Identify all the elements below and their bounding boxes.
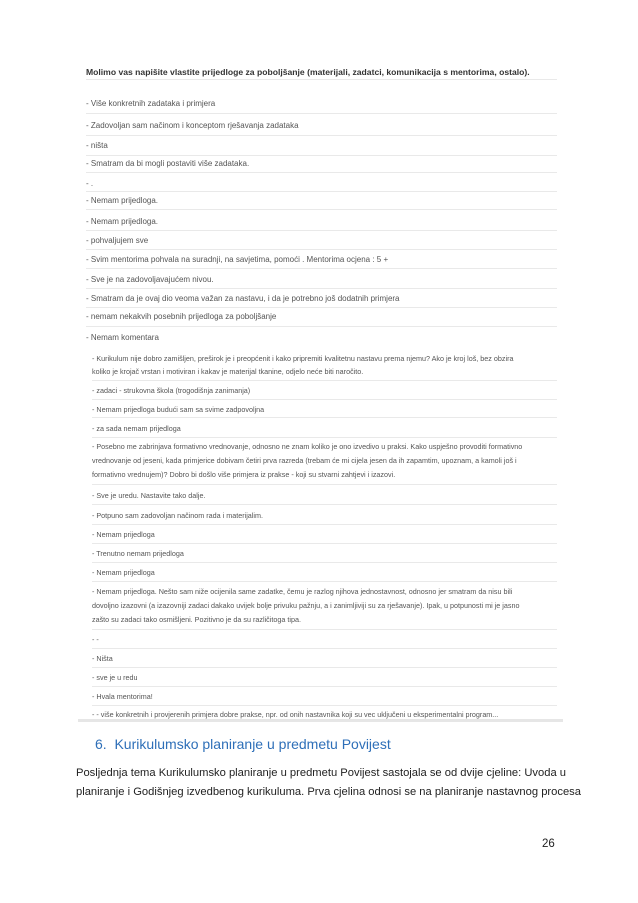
divider bbox=[92, 581, 557, 582]
divider bbox=[92, 686, 557, 687]
survey-answers-panel bbox=[82, 349, 563, 717]
section-number: 6. bbox=[95, 736, 107, 752]
divider bbox=[92, 524, 557, 525]
divider bbox=[86, 288, 557, 289]
page-number: 26 bbox=[542, 838, 555, 850]
answer-item: - Nemam prijedloga budući sam sa svime zadpovoljna bbox=[92, 405, 265, 414]
divider bbox=[86, 172, 557, 173]
divider bbox=[86, 191, 557, 192]
answer-item: formativno vrednujem)? Dobro bi došlo više primjera iz prakse - koji su stvarni zahtjevi i izazovi. bbox=[92, 470, 396, 479]
answer-item: - - više konkretnih i provjerenih primjera dobre prakse, npr. od onih nastavnika koji su vec uključeni u eksperimentalni program... bbox=[92, 710, 499, 719]
answer-item: - Potpuno sam zadovoljan načinom rada i materijalim. bbox=[92, 511, 263, 520]
answer-item: - Sve je uredu. Nastavite tako dalje. bbox=[92, 491, 206, 500]
answer-item: - zadaci - strukovna škola (trogodišnja zanimanja) bbox=[92, 386, 251, 395]
answer-item: - sve je u redu bbox=[92, 673, 138, 682]
divider bbox=[92, 399, 557, 400]
divider bbox=[92, 380, 557, 381]
answer-item: - Hvala mentorima! bbox=[92, 692, 153, 701]
answer-item: - Nemam komentara bbox=[86, 333, 159, 342]
divider bbox=[92, 705, 557, 706]
divider bbox=[92, 437, 557, 438]
divider bbox=[86, 135, 557, 136]
answer-item: - Nemam prijedloga bbox=[92, 568, 155, 577]
answer-item: zašto su zadaci tako osmišljeni. Pozitivno je da su različitoga tipa. bbox=[92, 615, 301, 624]
divider bbox=[86, 79, 557, 80]
answer-item: - Ništa bbox=[92, 654, 113, 663]
answer-item: vrednovanje od jeseni, kada primjerice dobivam četiri prva razreda (trebam će mi cijela jesen da ih zapamtim, upoznam, a kamoli još i bbox=[92, 456, 517, 465]
divider bbox=[92, 562, 557, 563]
divider bbox=[92, 629, 557, 630]
divider bbox=[92, 667, 557, 668]
answer-item: koliko je krojač vrstan i motiviran i kakav je materijal tkanine, odjelo neće biti naročito. bbox=[92, 367, 364, 376]
divider bbox=[86, 307, 557, 308]
answer-item: - Nemam prijedloga. Nešto sam niže ocijenila same zadatke, čemu je razlog njihova jednostavnost, odnosno jer smatram da nisu bili bbox=[92, 587, 513, 596]
answer-item: - pohvaljujem sve bbox=[86, 236, 149, 245]
answer-item: - Zadovoljan sam načinom i konceptom rješavanja zadataka bbox=[86, 121, 299, 130]
answer-item: - Posebno me zabrinjava formativno vrednovanje, odnosno ne znam koliko je ono izvedivo u praksi. Kako uspješno provoditi formativno bbox=[92, 442, 523, 451]
answer-item: - Kurikulum nije dobro zamišljen, preširok je i preopćenit i kako pripremiti kvalitetnu nastavu prema njemu? Ako je kroj loš, bez obzira bbox=[92, 354, 514, 363]
divider bbox=[92, 648, 557, 649]
section-title: Kurikulumsko planiranje u predmetu Povijest bbox=[114, 736, 391, 752]
divider bbox=[92, 504, 557, 505]
survey-question: Molimo vas napišite vlastite prijedloge za poboljšanje (materijali, zadatci, komunikacija s mentorima, ostalo). bbox=[86, 67, 530, 77]
answer-item: - Nemam prijedloga. bbox=[86, 196, 159, 205]
answer-item: - Trenutno nemam prijedloga bbox=[92, 549, 184, 558]
answer-item: - Smatram da bi mogli postaviti više zadataka. bbox=[86, 159, 250, 168]
answer-item: - Svim mentorima pohvala na suradnji, na savjetima, pomoći . Mentorima ocjena : 5 + bbox=[86, 255, 389, 264]
answer-item: - Sve je na zadovoljavajućem nivou. bbox=[86, 275, 214, 284]
divider bbox=[86, 249, 557, 250]
answer-item: dovoljno izazovni (a izazovniji zadaci dakako uvijek bolje privuku pažnju, a i zanimljiviji su za rješavanje). Ipak, u potpunosti mi je jasno bbox=[92, 601, 520, 610]
divider bbox=[92, 543, 557, 544]
section-heading bbox=[95, 736, 391, 752]
divider bbox=[86, 268, 557, 269]
divider bbox=[78, 719, 563, 722]
divider bbox=[86, 209, 557, 210]
survey-screenshot bbox=[76, 64, 563, 722]
divider bbox=[86, 155, 557, 156]
answer-item: - . bbox=[86, 179, 94, 188]
answer-item: - za sada nemam prijedloga bbox=[92, 424, 181, 433]
divider bbox=[92, 417, 557, 418]
divider bbox=[92, 484, 557, 485]
answer-item: - - bbox=[92, 635, 99, 644]
answer-item: - ništa bbox=[86, 141, 108, 150]
answer-item: - nemam nekakvih posebnih prijedloga za poboljšanje bbox=[86, 312, 277, 321]
paragraph-line: planiranje i Godišnjeg izvedbenog kurikuluma. Prva cjelina odnosi se na planiranje nastavnog procesa bbox=[76, 786, 581, 798]
answer-item: - Nemam prijedloga. bbox=[86, 217, 159, 226]
divider bbox=[86, 230, 557, 231]
divider bbox=[86, 113, 557, 114]
answer-item: - Smatram da je ovaj dio veoma važan za nastavu, i da je potrebno još dodatnih primjera bbox=[86, 294, 400, 303]
answer-item: - Više konkretnih zadataka i primjera bbox=[86, 99, 216, 108]
answer-item: - Nemam prijedloga bbox=[92, 530, 155, 539]
divider bbox=[86, 326, 557, 327]
paragraph-line: Posljednja tema Kurikulumsko planiranje u predmetu Povijest sastojala se od dvije cjeline: Uvoda u bbox=[76, 767, 567, 779]
body-paragraph bbox=[76, 764, 581, 802]
